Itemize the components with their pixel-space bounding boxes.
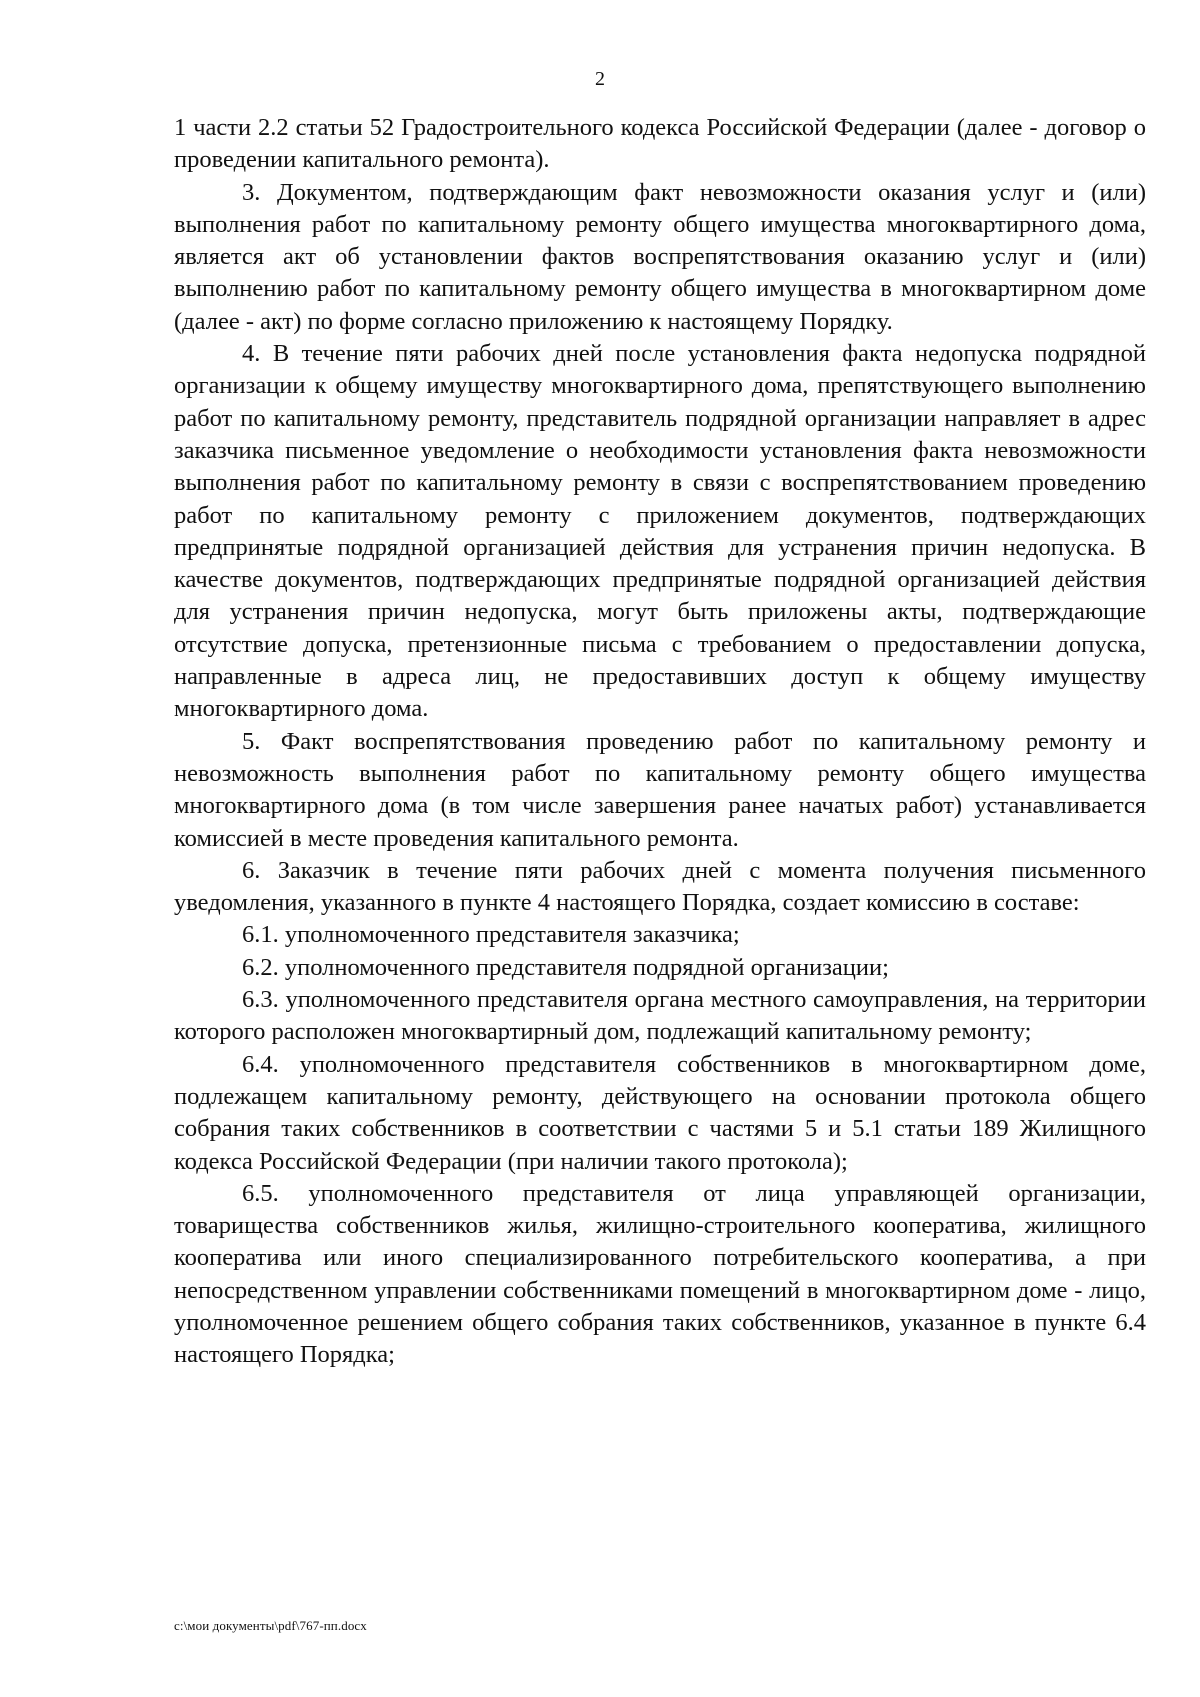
paragraph-continuation: 1 части 2.2 статьи 52 Градостроительного кодекса Российской Федерации (далее - договор о проведении капитального ремонта). [174, 114, 1146, 174]
paragraph-item-6-5: 6.5. уполномоченного представителя от лица управляющей организации, товарищества собственников жилья, жилищно-строительного кооператива, жилищного кооператива или иного специализированного потребительского кооператива, а при непосредственном управлении собственниками помещений в многоквартирном доме - лицо, уполномоченное решением общего собрания таких собственников, указанное в пункте 6.4 настоящего Порядка; [174, 1179, 1146, 1369]
paragraph-item-6: 6. Заказчик в течение пяти рабочих дней с момента получения письменного уведомления, указанного в пункте 4 настоящего Порядка, создает комиссию в составе: [174, 856, 1146, 917]
paragraph-item-6-2: 6.2. уполномоченного представителя подрядной организации; [242, 953, 889, 981]
paragraph-item-6-1: 6.1. уполномоченного представителя заказчика; [242, 921, 740, 949]
paragraph-item-6-3: 6.3. уполномоченного представителя органа местного самоуправления, на территории которого расположен многоквартирный дом, подлежащий капитальному ремонту; [174, 986, 1146, 1046]
page-number: 2 [595, 68, 605, 90]
paragraph-item-4: 4. В течение пяти рабочих дней после установления факта недопуска подрядной организации к общему имуществу многоквартирного дома, препятствующего выполнению работ по капитальному ремонту, представитель подрядной организации направляет в адрес заказчика письменное уведомление о необходимости установления факта невозможности выполнения работ по капитальному ремонту в связи с воспрепятствованием проведению работ по капитальному ремонту с приложением документов, подтверждающих предпринятые подрядной организацией действия для устранения причин недопуска. В качестве документов, подтверждающих предпринятые подрядной организацией действия для устранения причин недопуска, могут быть приложены акты, подтверждающие отсутствие допуска, претензионные письма с требованием о предоставлении допуска, направленные в адреса лиц, не предоставивших доступ к общему имуществу многоквартирного дома. [174, 340, 1146, 723]
paragraph-item-6-4: 6.4. уполномоченного представителя собственников в многоквартирном доме, подлежащем капитальному ремонту, действующего на основании протокола общего собрания таких собственников в соответствии с частями 5 и 5.1 статьи 189 Жилищного кодекса Российской Федерации (при наличии такого протокола); [174, 1050, 1146, 1175]
paragraph-item-3: 3. Документом, подтверждающим факт невозможности оказания услуг и (или) выполнения работ по капитальному ремонту общего имущества многоквартирного дома, является акт об установлении фактов воспрепятствования оказанию услуг и (или) выполнению работ по капитальному ремонту общего имущества в многоквартирном доме (далее - акт) по форме согласно приложению к настоящему Порядку. [174, 178, 1146, 335]
document-body [174, 112, 1146, 1372]
footer-file-path: c:\мои документы\pdf\767-пп.docx [174, 1618, 367, 1633]
paragraph-item-5: 5. Факт воспрепятствования проведению работ по капитальному ремонту и невозможность выполнения работ по капитальному ремонту общего имущества многоквартирного дома (в том числе завершения ранее начатых работ) устанавливается комиссией в месте проведения капитального ремонта. [174, 727, 1146, 852]
